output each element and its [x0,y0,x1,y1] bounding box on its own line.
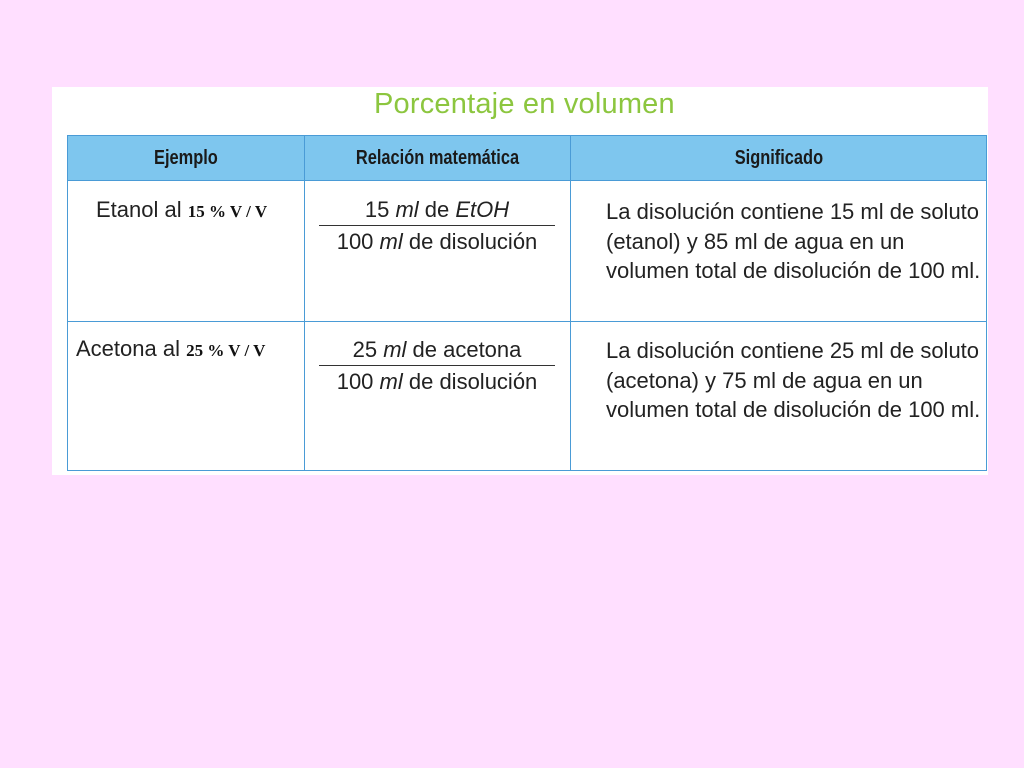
fraction-denominator: 100 ml de disolución [336,369,538,394]
example-cell [68,322,305,471]
slide-content [52,87,988,475]
fraction-bar [319,225,555,226]
example-text [96,197,267,223]
example-percentage: 15 % V / V [187,202,268,221]
table-row [68,322,987,471]
table-header-row [68,136,987,181]
fraction-bar [319,365,555,366]
example-name: Etanol al [96,197,188,222]
page-title: Porcentaje en volumen [374,88,675,120]
example-name: Acetona al [76,336,187,361]
fraction-numerator: 25 ml de acetona [352,337,522,362]
header-significado: Significado [571,136,987,181]
example-percentage: 25 % V / V [186,341,266,360]
example-cell [68,181,305,322]
volume-percentage-table [67,135,987,471]
meaning-text: La disolución contiene 25 ml de soluto (acetona) y 75 ml de agua en un volumen total de disolución de 100 ml. [606,338,981,422]
math-relation-cell [305,322,571,471]
fraction-denominator: 100 ml de disolución [336,229,538,254]
meaning-text: La disolución contiene 15 ml de soluto (etanol) y 85 ml de agua en un volumen total de disolución de 100 ml. [606,199,981,283]
table-row [68,181,987,322]
meaning-cell [571,181,987,322]
fraction [319,195,555,256]
fraction-numerator: 15 ml de EtOH [364,197,510,222]
math-relation-cell [305,181,571,322]
header-relacion: Relación matemática [305,136,571,181]
header-ejemplo: Ejemplo [68,136,305,181]
fraction [319,335,555,396]
meaning-cell [571,322,987,471]
example-text [76,336,265,362]
